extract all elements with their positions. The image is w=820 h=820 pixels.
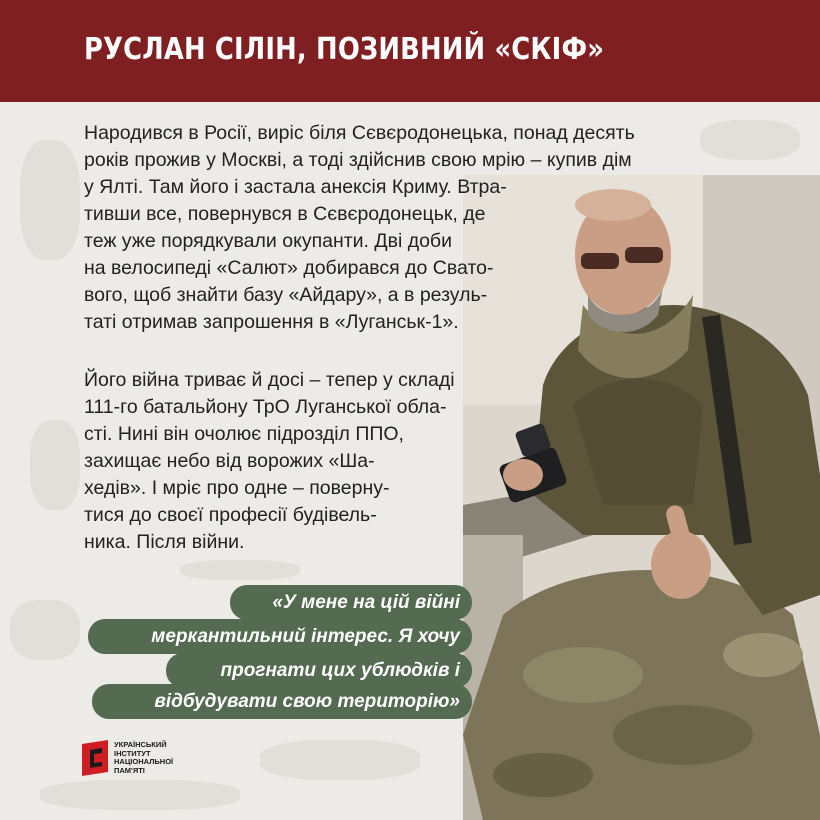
bio-line: на велосипеді «Салют» добирався до Свато- — [84, 257, 494, 279]
bio-line: тивши все, повернувся в Сєвєродонецьк, де — [84, 203, 486, 225]
bio-line: ника. Після війни. — [84, 531, 245, 553]
title-banner — [0, 0, 820, 102]
logo-line: УКРАЇНСЬКИЙ — [114, 740, 167, 749]
bio-line: тися до своєї професії будівель- — [84, 504, 377, 526]
bio-line: хедів». І мріє про одне – поверну- — [84, 477, 390, 499]
quote-line: відбудувати свою територію» — [92, 684, 472, 719]
page-title: РУСЛАН СІЛІН, ПОЗИВНИЙ «СКІФ» — [84, 32, 605, 67]
logo-line: НАЦІОНАЛЬНОЇ — [114, 757, 174, 766]
uinp-logo-icon — [82, 740, 108, 776]
bio-line: Його війна триває й досі – тепер у складі — [84, 369, 455, 391]
bio-line: теж уже порядкували окупанти. Дві доби — [84, 230, 452, 252]
institute-logo — [82, 740, 173, 776]
bio-line: вого, щоб знайти базу «Айдару», а в резуль- — [84, 284, 488, 306]
bio-line: захищає небо від ворожих «Ша- — [84, 450, 375, 472]
biography-paragraph-2 — [84, 367, 455, 556]
logo-line: ПАМ'ЯТІ — [114, 765, 145, 775]
biography-paragraph-1 — [84, 120, 635, 336]
quote-line: прогнати цих ублюдків і — [166, 653, 472, 688]
bio-line: таті отримав запрошення в «Луганськ-1». — [84, 311, 459, 333]
logo-line: ІНСТИТУТ — [114, 748, 151, 758]
bio-line: у Ялті. Там його і застала анексія Криму. Втра- — [84, 176, 507, 198]
bio-line: 111-го батальйону ТрО Луганської обла- — [84, 396, 447, 418]
bio-line: Народився в Росії, виріс біля Сєвєродонецька, понад десять — [84, 122, 635, 144]
quote-line: «У мене на цій війні — [230, 585, 472, 620]
institute-name — [114, 741, 173, 775]
bio-line: років прожив у Москві, а тоді здійснив свою мрію – купив дім — [84, 149, 632, 171]
bio-line: сті. Нині він очолює підрозділ ППО, — [84, 423, 404, 445]
quote-line: меркантильний інтерес. Я хочу — [88, 619, 472, 654]
